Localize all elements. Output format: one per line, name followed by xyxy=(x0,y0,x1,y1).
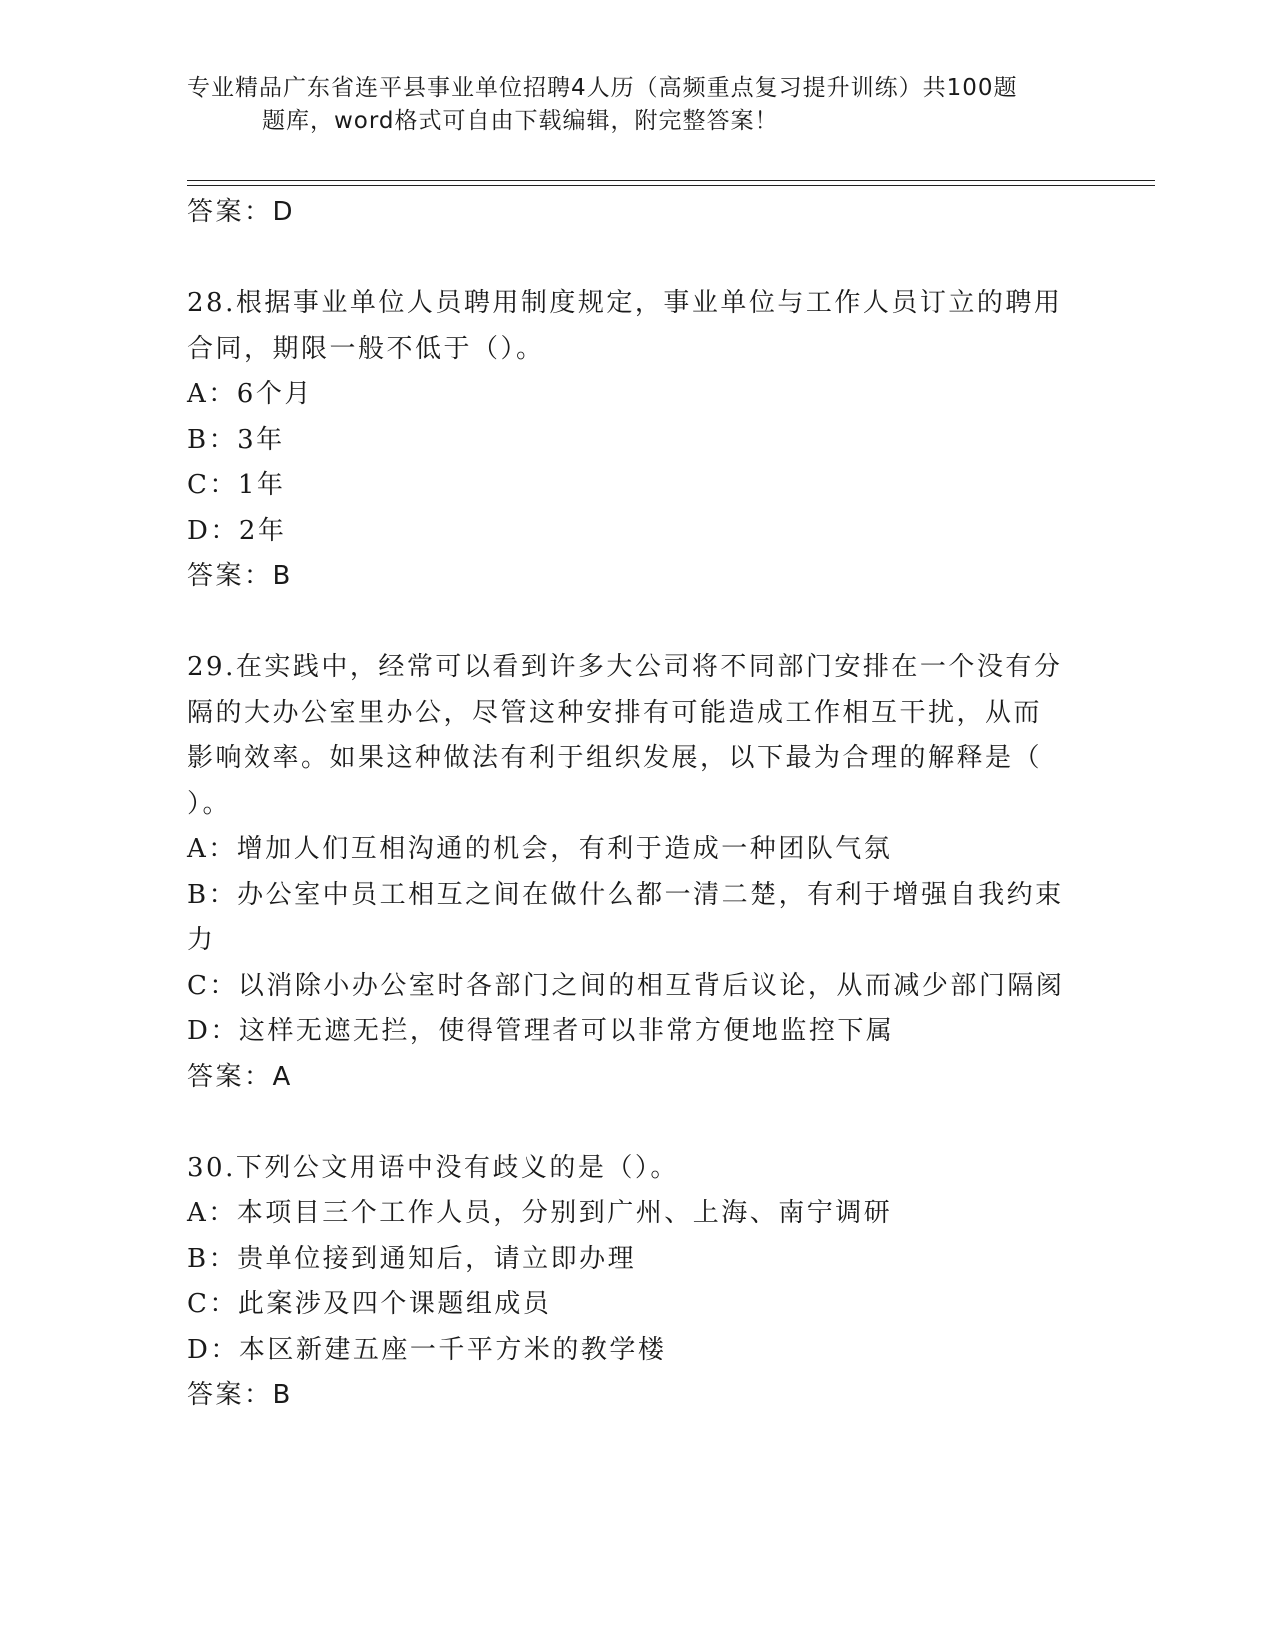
answer: 答案：A xyxy=(187,1061,293,1092)
question-stem-line: 合同，期限一般不低于（）。 xyxy=(187,333,545,364)
option-b-continued: 力 xyxy=(187,925,216,955)
spacer xyxy=(187,600,1087,646)
option-d: D：2年 xyxy=(187,515,287,546)
header-rule-top xyxy=(187,180,1155,181)
question-30 xyxy=(187,1146,1087,1419)
option-a: A：本项目三个工作人员，分别到广州、上海、南宁调研 xyxy=(187,1198,893,1228)
document-body xyxy=(187,190,1087,1419)
option-b: B：贵单位接到通知后，请立即办理 xyxy=(187,1243,637,1274)
header-line-1: 专业精品广东省连平县事业单位招聘4人历（高频重点复习提升训练）共100题 xyxy=(187,75,1018,101)
question-28 xyxy=(187,281,1087,600)
spacer xyxy=(187,236,1087,282)
option-b: B：办公室中员工相互之间在做什么都一清二楚，有利于增强自我约束 xyxy=(187,879,1064,910)
question-stem-line: ）。 xyxy=(187,788,232,819)
answer: 答案：B xyxy=(187,561,293,591)
document-header xyxy=(187,72,1067,138)
header-line-2: 题库，word格式可自由下载编辑，附完整答案！ xyxy=(262,108,779,134)
option-a: A：增加人们互相沟通的机会，有利于造成一种团队气氛 xyxy=(187,834,893,864)
spacer xyxy=(187,1100,1087,1146)
previous-question-answer: 答案：D xyxy=(187,197,296,227)
option-c: C：1年 xyxy=(187,470,286,500)
question-stem-line: 隔的大办公室里办公，尽管这种安排有可能造成工作相互干扰，从而 xyxy=(187,697,1043,728)
question-stem-line: 30.下列公文用语中没有歧义的是（）。 xyxy=(187,1152,679,1183)
answer: 答案：B xyxy=(187,1380,293,1410)
option-d: D：这样无遮无拦，使得管理者可以非常方便地监控下属 xyxy=(187,1016,895,1046)
question-stem-line: 29.在实践中，经常可以看到许多大公司将不同部门安排在一个没有分 xyxy=(187,652,1063,682)
question-stem-line: 影响效率。如果这种做法有利于组织发展，以下最为合理的解释是（ xyxy=(187,743,1043,773)
option-d: D：本区新建五座一千平方米的教学楼 xyxy=(187,1334,667,1365)
option-c: C：以消除小办公室时各部门之间的相互背后议论，从而减少部门隔阂 xyxy=(187,970,1065,1001)
option-c: C：此案涉及四个课题组成员 xyxy=(187,1289,552,1319)
option-b: B：3年 xyxy=(187,424,285,455)
header-rule-bottom xyxy=(187,185,1155,186)
question-stem-line: 28.根据事业单位人员聘用制度规定，事业单位与工作人员订立的聘用 xyxy=(187,288,1063,318)
question-29 xyxy=(187,645,1087,1100)
option-a: A：6个月 xyxy=(187,379,313,409)
